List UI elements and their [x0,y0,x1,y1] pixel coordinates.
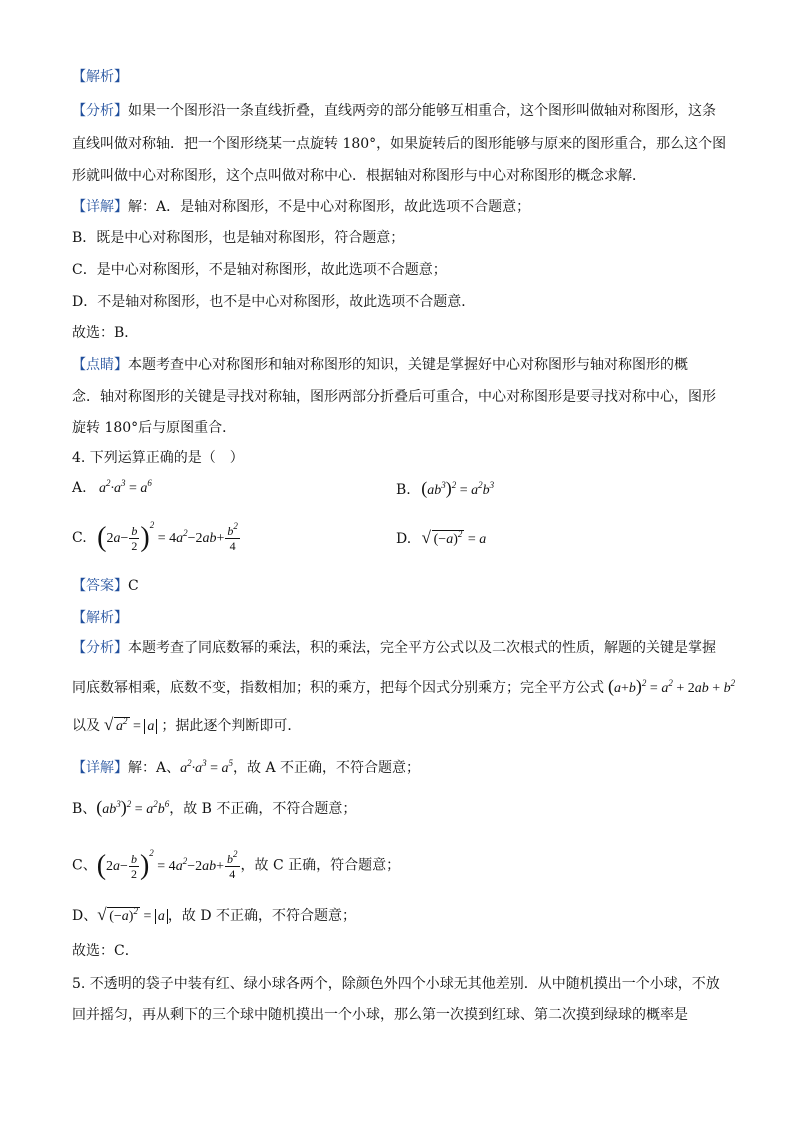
detail-a-formula: $a^2\cdot a^3 = a^5$ [180,758,234,776]
option-a-formula: $a^2\cdot a^3 = a^6$ [99,478,152,496]
answer-key-tag: 【答案】 [72,578,128,594]
analysis-tag: 【分析】 [72,103,128,119]
answer-key-line [72,576,139,596]
comment-line: 念．轴对称图形的关键是寻找对称轴，图形两部分折叠后可重合，中心对称图形是要寻找对称中心，图形 [72,389,716,405]
question-stem: 5. 不透明的袋子中装有红、绿小球各两个，除颜色外四个小球无其他差别．从中随机摸出一个小球，不放 [72,976,720,992]
analysis-line: 形就叫做中心对称图形，这个点叫做对称中心．根据轴对称图形与中心对称图形的概念求解． [72,168,646,184]
detail-text: 解：A．是轴对称图形，不是中心对称图形，故此选项不合题意； [128,199,531,215]
answer-line: 故选：B． [72,325,139,341]
detail-tag: 【详解】 [72,199,128,215]
analysis-line: 直线叫做对称轴．把一个图形绕某一点旋转 180°，如果旋转后的图形能够与原来的图形重合，那么这个图 [72,136,727,152]
detail-text: B、 [72,801,97,817]
option-d-formula: √ $(-a)^2 = a$ [421,528,487,547]
detail-text: ，故 A 不正确，不符合题意； [233,760,421,776]
analysis-text: 以及 [72,718,100,734]
option-c [72,522,241,554]
option-c-formula: (2a− $\frac{b}{2}$ )$^2 = 4a^2-2ab+$ $\frac{b^2}{4}$ [97,520,238,554]
detail-text: ，故 C 正确，符合题意； [240,857,401,874]
square-formula: $(a+b)^2 = a^2 + 2ab + b^2$ [608,676,736,696]
detail-line [72,797,356,820]
detail-tag: 【详解】 [72,760,128,776]
detail-d-formula: √ $(-a)^2 = a$ [97,909,168,924]
option-b-formula: $(ab^3)^2 = a^2b^3$ [421,478,495,498]
analysis-text: 如果一个图形沿一条直线折叠，直线两旁的部分能够互相重合，这个图形叫做轴对称图形，这条 [128,103,716,119]
comment-line [72,355,688,375]
detail-text: D、 [72,908,98,924]
option-a-label: A. [72,480,87,496]
detail-c-formula: (2a− $\frac{b}{2}$ )$^2 = 4a^2-2ab+$ $\frac{b^2}{4}$ [96,847,238,881]
option-c-label: C. [72,530,87,546]
answer-line: 故选：C． [72,943,139,959]
analysis-text: 同底数幂相乘，底数不变，指数相加；积的乘方，把每个因式分别乘方；完全平方公式 [72,680,604,696]
option-d [396,530,486,549]
detail-line [72,197,530,217]
detail-line: D．不是轴对称图形，也不是中心对称图形，故此选项不合题意． [72,294,476,310]
comment-line: 旋转 180°后与原图重合． [72,420,237,436]
analysis-line [72,676,735,699]
sqrt-formula: √ $a^2 = a$ [104,719,157,734]
detail-line: C．是中心对称图形，不是轴对称图形，故此选项不合题意； [72,262,447,278]
analysis-line [72,716,301,737]
question-stem: 4. 下列运算正确的是（ ） [72,450,244,466]
analysis-line [72,638,716,658]
comment-text: 本题考查中心对称图形和轴对称图形的知识，关键是掌握好中心对称图形与轴对称图形的概 [128,357,688,373]
analysis-text: ；据此逐个判断即可． [161,718,302,734]
detail-text: ，故 B 不正确，不符合题意； [169,801,357,817]
analysis-header: 【解析】 [72,69,128,85]
detail-line [72,906,356,927]
detail-b-formula: $(ab^3)^2 = a^2b^6$ [96,797,170,817]
detail-text: 解：A、 [128,760,181,776]
detail-line: B．既是中心对称图形，也是轴对称图形，符合题意； [72,230,405,246]
detail-line [72,758,420,779]
option-a [72,480,152,497]
detail-text: ，故 D 不正确，不符合题意； [167,908,356,924]
comment-tag: 【点睛】 [72,357,128,373]
analysis-header: 【解析】 [72,610,128,626]
detail-line [72,847,401,881]
option-d-label: D. [396,531,412,547]
option-b-label: B. [396,482,411,498]
analysis-tag: 【分析】 [72,640,128,656]
detail-text: C、 [72,857,97,874]
analysis-text: 本题考查了同底数幂的乘法，积的乘法，完全平方公式以及二次根式的性质，解题的关键是掌握 [128,640,716,656]
option-b [396,478,494,499]
answer-key-value: C [128,578,139,594]
question-stem: 回并摇匀，再从剩下的三个球中随机摸出一个小球，那么第一次摸到红球、第二次摸到绿球的概率是 [72,1007,688,1023]
analysis-line [72,101,716,121]
